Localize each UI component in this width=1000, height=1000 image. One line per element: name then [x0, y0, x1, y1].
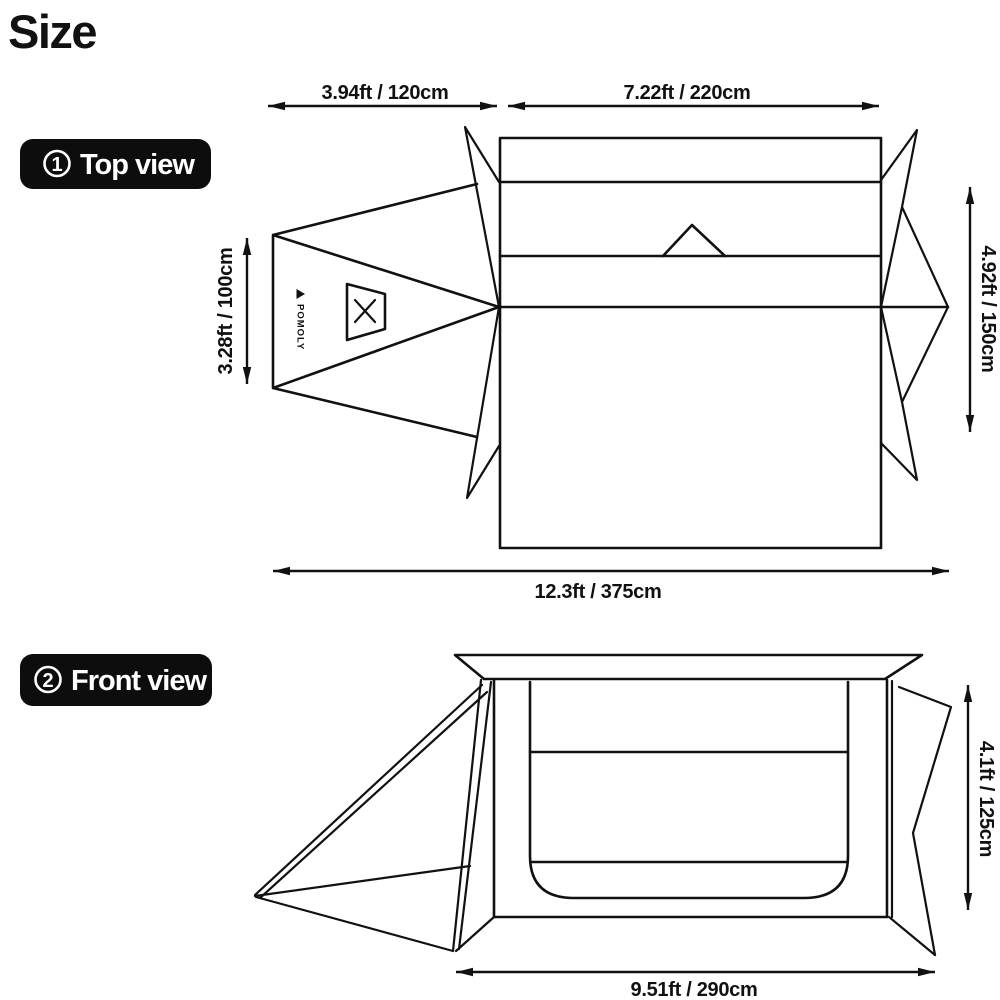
- page-title: Size: [8, 5, 97, 58]
- dimension-label-vestibule-depth: 3.94ft / 120cm: [321, 82, 449, 104]
- front-view-drawing: [255, 655, 951, 955]
- top-view: [20, 82, 999, 603]
- front-view: [20, 654, 997, 1000]
- left-side-wing: [255, 685, 487, 951]
- dimension-label-front-height: 4.1ft / 125cm: [975, 740, 997, 858]
- top-view-badge-label: Top view: [80, 149, 194, 181]
- vent-triangle: [663, 225, 725, 256]
- tent-body-outline: [500, 138, 881, 548]
- dimension-label-inner-depth: 4.92ft / 150cm: [977, 245, 999, 373]
- front-view-badge-label: Front view: [71, 665, 207, 697]
- left-pole: [453, 680, 494, 951]
- front-view-badge: [20, 654, 212, 706]
- brand-triangle-icon: [297, 289, 306, 299]
- brand-logo-text: POMOLY: [294, 304, 306, 351]
- dimension-label-front-width: 9.51ft / 290cm: [630, 979, 758, 1000]
- top-view-badge-number: 1: [51, 154, 63, 176]
- right-vestibule-flaps: [881, 130, 948, 480]
- top-view-drawing: [273, 127, 948, 548]
- top-view-badge: [20, 139, 211, 189]
- front-frame-outline: [494, 680, 887, 917]
- dimension-label-vestibule-width: 3.28ft / 100cm: [215, 247, 237, 375]
- front-view-dimensions: [456, 685, 997, 1000]
- dimension-label-inner-width: 7.22ft / 220cm: [623, 82, 751, 104]
- brand-logo: [295, 289, 306, 350]
- roof-panel: [455, 655, 922, 679]
- dimension-label-total-width: 12.3ft / 375cm: [534, 581, 662, 603]
- front-view-badge-number: 2: [42, 670, 54, 692]
- door-opening: [530, 682, 848, 898]
- right-side-wing: [899, 687, 951, 955]
